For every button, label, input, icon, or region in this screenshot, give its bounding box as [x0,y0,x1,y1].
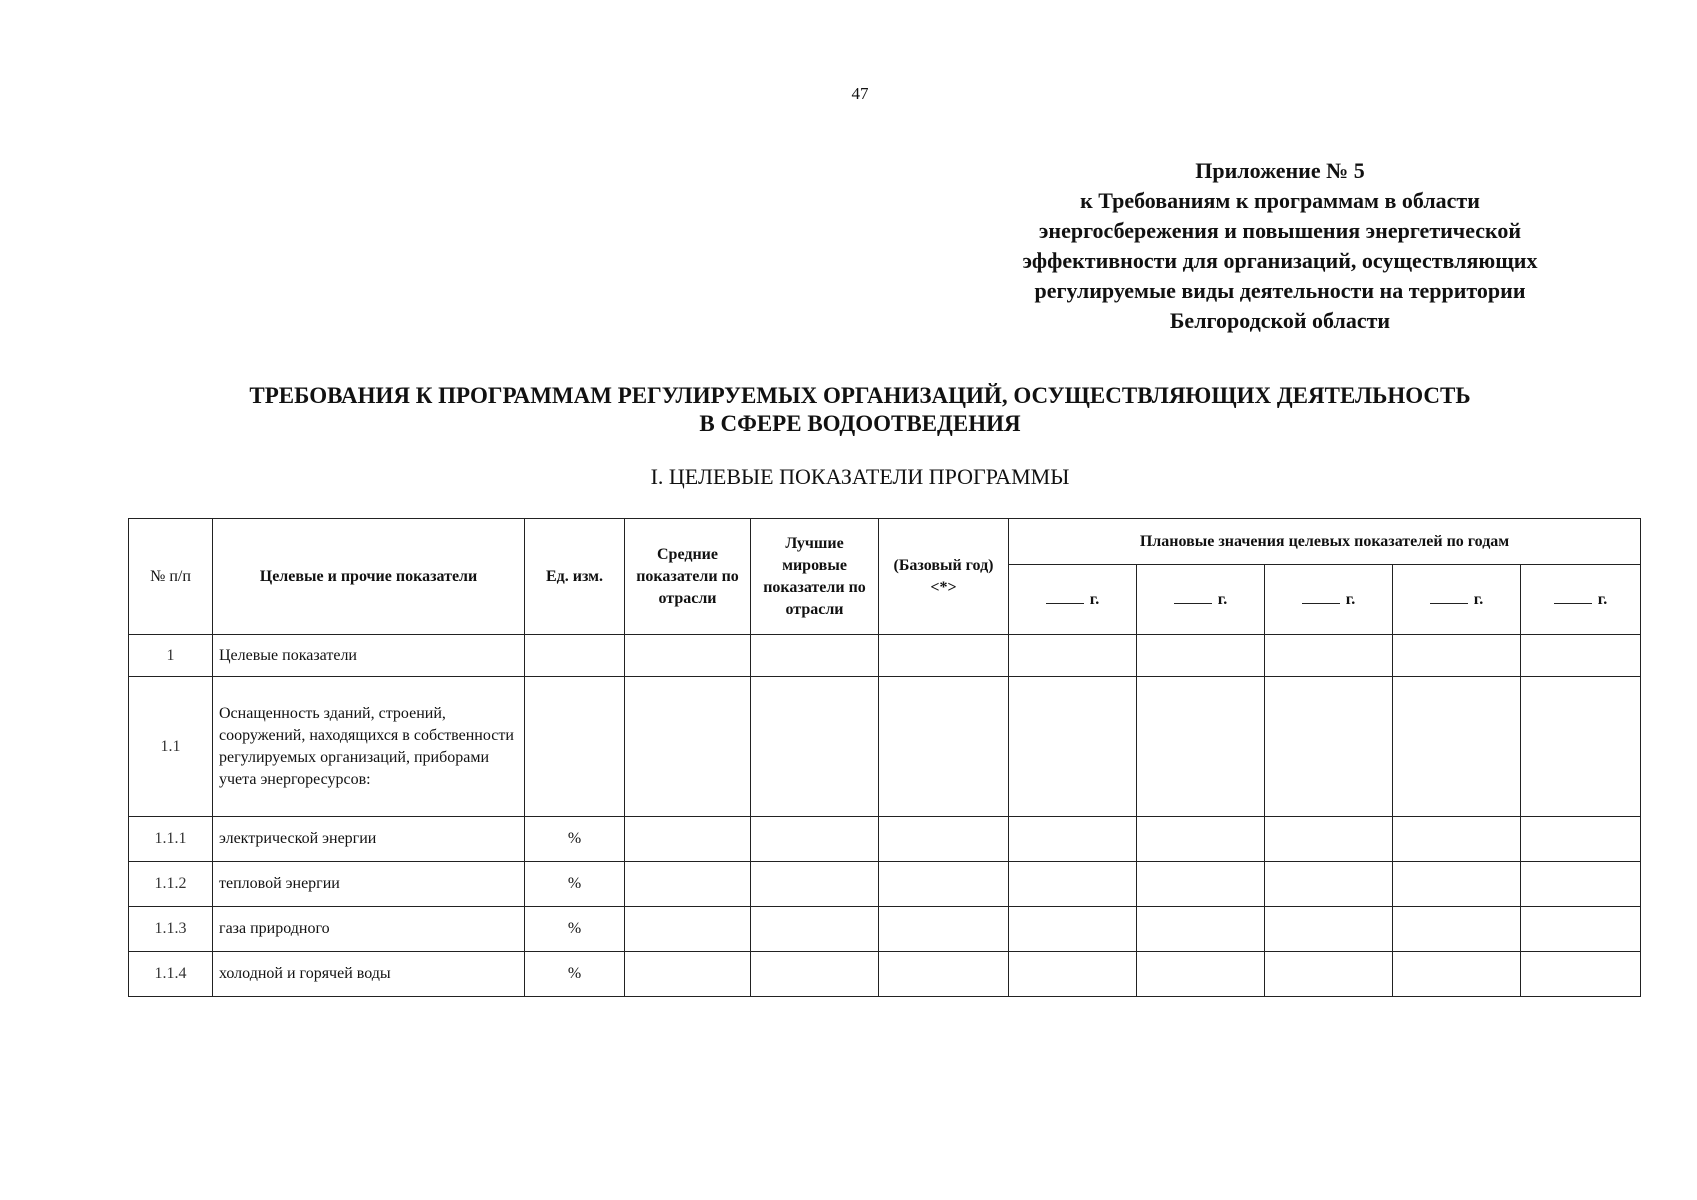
row-indicator: электрической энергии [213,817,525,862]
appendix-line: эффективности для организаций, осуществляющих [1022,248,1538,273]
cell-year [1137,677,1265,817]
cell-avg [625,677,751,817]
appendix-line: Приложение № 5 [1195,158,1365,183]
row-num: 1.1.1 [129,817,213,862]
table-row [129,907,1641,952]
row-indicator: Оснащенность зданий, строений, сооружений, находящихся в собственности регулируемых организаций, приборами учета энергоресурсов: [213,677,525,817]
cell-best [751,952,879,997]
document-title [120,382,1600,438]
row-indicator: Целевые показатели [213,635,525,677]
appendix-line: энергосбережения и повышения энергетической [1038,218,1522,243]
section-title: I. ЦЕЛЕВЫЕ ПОКАЗАТЕЛИ ПРОГРАММЫ [650,464,1070,489]
row-num: 1.1.2 [129,862,213,907]
cell-year [1009,635,1137,677]
appendix-line: регулируемые виды деятельности на территории [1034,278,1526,303]
cell-year [1137,952,1265,997]
cell-year [1521,862,1641,907]
year-blank [1430,591,1468,604]
cell-year [1009,862,1137,907]
year-blank [1554,591,1592,604]
cell-year [1521,677,1641,817]
cell-year [1393,952,1521,997]
year-suffix: г. [1345,590,1356,608]
appendix-line: к Требованиям к программам в области [1080,188,1480,213]
header-year [1521,565,1641,635]
cell-year [1009,952,1137,997]
cell-year [1393,635,1521,677]
appendix-block [960,156,1600,336]
table-row [129,635,1641,677]
table-row [129,677,1641,817]
row-num: 1.1 [129,677,213,817]
header-avg: Средние показатели по отрасли [625,519,751,635]
row-indicator: холодной и горячей воды [213,952,525,997]
cell-year [1009,677,1137,817]
header-year [1393,565,1521,635]
row-num: 1.1.3 [129,907,213,952]
row-num: 1.1.4 [129,952,213,997]
cell-year [1009,817,1137,862]
header-unit: Ед. изм. [525,519,625,635]
cell-base [879,635,1009,677]
cell-year [1137,862,1265,907]
year-blank [1302,591,1340,604]
cell-best [751,677,879,817]
row-unit: % [525,817,625,862]
page-number: 47 [851,84,869,103]
table-row [129,862,1641,907]
cell-year [1265,635,1393,677]
header-num: № п/п [129,519,213,635]
year-suffix: г. [1597,590,1608,608]
cell-avg [625,635,751,677]
cell-year [1521,635,1641,677]
cell-year [1137,817,1265,862]
cell-best [751,635,879,677]
cell-year [1265,817,1393,862]
cell-avg [625,952,751,997]
appendix-line: Белгородской области [1169,308,1391,333]
table-row [129,817,1641,862]
year-blank [1174,591,1212,604]
year-suffix: г. [1089,590,1100,608]
cell-year [1393,817,1521,862]
row-unit: % [525,952,625,997]
cell-year [1137,635,1265,677]
cell-year [1393,907,1521,952]
year-blank [1046,591,1084,604]
row-unit: % [525,907,625,952]
cell-avg [625,907,751,952]
cell-year [1393,677,1521,817]
header-planned: Плановые значения целевых показателей по годам [1009,519,1641,565]
header-year [1009,565,1137,635]
cell-year [1009,907,1137,952]
header-indicator: Целевые и прочие показатели [213,519,525,635]
row-indicator: газа природного [213,907,525,952]
row-num: 1 [129,635,213,677]
header-year [1265,565,1393,635]
cell-year [1265,862,1393,907]
cell-base [879,862,1009,907]
cell-year [1521,817,1641,862]
document-title-line: В СФЕРЕ ВОДООТВЕДЕНИЯ [699,411,1021,436]
row-unit [525,677,625,817]
row-unit: % [525,862,625,907]
header-year [1137,565,1265,635]
year-suffix: г. [1473,590,1484,608]
indicators-table [128,518,1641,997]
cell-year [1521,952,1641,997]
document-title-line: ТРЕБОВАНИЯ К ПРОГРАММАМ РЕГУЛИРУЕМЫХ ОРГАНИЗАЦИЙ, ОСУЩЕСТВЛЯЮЩИХ ДЕЯТЕЛЬНОСТЬ [249,383,1471,408]
cell-base [879,952,1009,997]
table-row [129,952,1641,997]
cell-best [751,862,879,907]
header-best: Лучшие мировые показатели по отрасли [751,519,879,635]
cell-base [879,677,1009,817]
cell-year [1265,952,1393,997]
year-suffix: г. [1217,590,1228,608]
cell-avg [625,862,751,907]
cell-year [1137,907,1265,952]
row-indicator: тепловой энергии [213,862,525,907]
row-unit [525,635,625,677]
cell-year [1393,862,1521,907]
cell-year [1265,907,1393,952]
cell-base [879,817,1009,862]
cell-best [751,817,879,862]
cell-year [1521,907,1641,952]
cell-best [751,907,879,952]
cell-year [1265,677,1393,817]
header-base-year: (Базовый год) <*> [879,519,1009,635]
cell-avg [625,817,751,862]
cell-base [879,907,1009,952]
